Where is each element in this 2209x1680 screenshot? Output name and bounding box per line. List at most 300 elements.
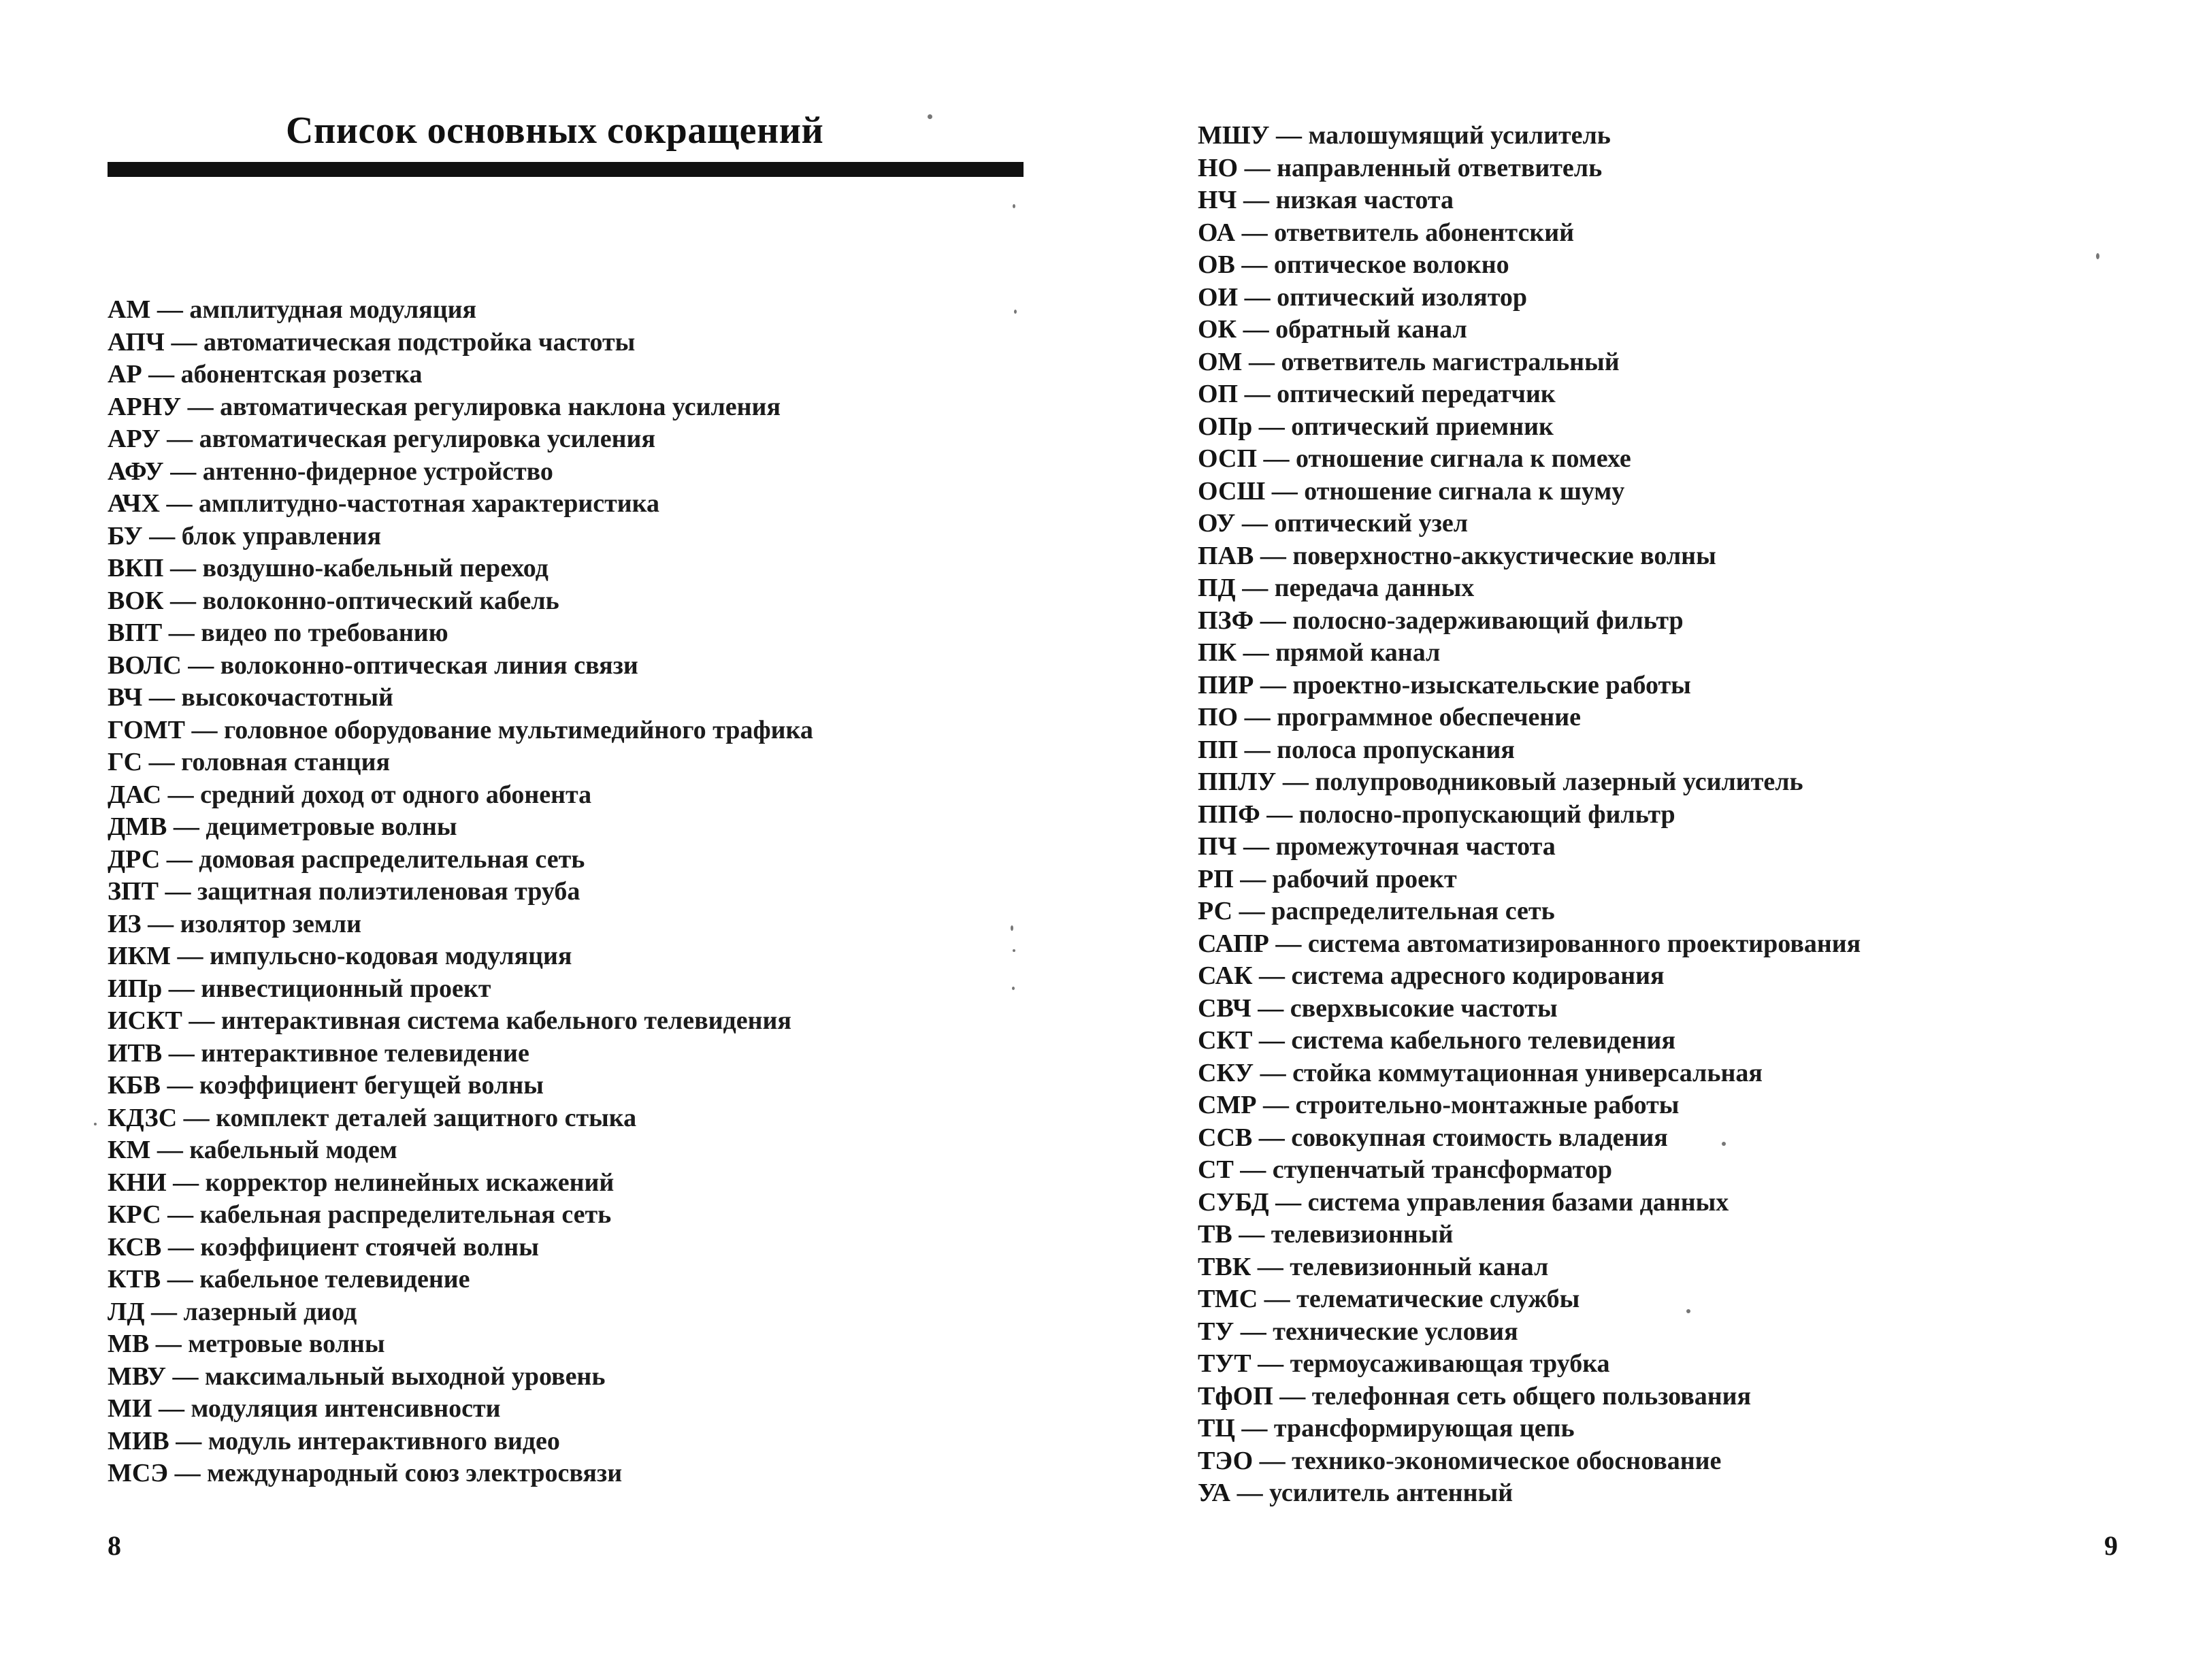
abbreviation-term: КНИ [108, 1168, 167, 1197]
abbreviation-definition: телевизионный канал [1290, 1252, 1549, 1281]
abbreviation-dash: — [1259, 1446, 1286, 1475]
abbreviation-definition: высокочастотный [181, 683, 393, 712]
abbreviation-term: СМР [1198, 1091, 1257, 1119]
abbreviation-definition: термоусаживающая трубка [1290, 1349, 1610, 1378]
abbreviation-dash: — [177, 942, 203, 970]
abbreviation-term: АЧХ [108, 489, 161, 518]
abbreviation-dash: — [1244, 735, 1271, 764]
abbreviation-entry [1198, 1316, 1861, 1349]
abbreviation-dash: — [149, 521, 176, 550]
abbreviation-term: ВКП [108, 554, 164, 582]
abbreviation-entry [108, 973, 813, 1006]
abbreviation-dash: — [157, 1136, 183, 1164]
abbreviation-definition: коэффициент бегущей волны [199, 1071, 544, 1100]
abbreviation-dash: — [1275, 929, 1302, 958]
abbreviation-definition: низкая частота [1275, 186, 1454, 214]
abbreviation-dash: — [1243, 315, 1269, 344]
abbreviation-term: ОК [1198, 315, 1237, 344]
abbreviation-dash: — [1248, 347, 1275, 376]
abbreviation-entry [1198, 1154, 1861, 1187]
abbreviation-dash: — [1239, 1220, 1265, 1249]
abbreviation-term: ВОЛС [108, 650, 182, 680]
abbreviation-definition: технико-экономическое обоснование [1292, 1446, 1722, 1475]
abbreviation-dash: — [157, 295, 183, 324]
abbreviation-term: ТУ [1198, 1317, 1234, 1346]
abbreviation-definition: программное обеспечение [1277, 703, 1582, 731]
abbreviation-entry [1198, 443, 1861, 476]
abbreviation-term: ОИ [1198, 282, 1239, 312]
abbreviation-dash: — [1257, 1252, 1283, 1281]
abbreviation-dash: — [167, 1200, 194, 1229]
abbreviation-entry [1198, 1348, 1861, 1381]
abbreviation-definition: воздушно-кабельный переход [202, 554, 549, 582]
abbreviation-dash: — [1266, 800, 1293, 829]
abbreviation-dash: — [183, 1103, 210, 1132]
abbreviation-entry [108, 294, 813, 327]
abbreviation-entry [1198, 540, 1861, 573]
abbreviation-term: ТЦ [1198, 1414, 1235, 1443]
abbreviation-definition: строительно-монтажные работы [1295, 1091, 1680, 1119]
abbreviation-definition: кабельный модем [189, 1136, 397, 1164]
abbreviation-definition: лазерный диод [183, 1297, 357, 1326]
abbreviation-entry [1198, 702, 1861, 734]
abbreviation-dash: — [188, 650, 214, 680]
page-number-right: 9 [2104, 1530, 2118, 1561]
abbreviation-definition: система кабельного телевидения [1291, 1026, 1675, 1055]
abbreviation-term: ТВК [1198, 1252, 1251, 1281]
abbreviation-entry [1198, 152, 1861, 185]
abbreviation-dash: — [1258, 1349, 1284, 1378]
abbreviation-dash: — [167, 1071, 193, 1100]
abbreviation-definition: блок управления [181, 521, 382, 550]
abbreviation-entry [108, 488, 813, 521]
abbreviation-dash: — [167, 425, 193, 453]
abbreviation-dash: — [1271, 476, 1298, 506]
abbreviation-term: ИПр [108, 974, 163, 1003]
abbreviation-definition: защитная полиэтиленовая труба [197, 877, 580, 906]
abbreviation-entry [1198, 411, 1861, 444]
abbreviation-dash: — [1244, 380, 1271, 408]
abbreviation-term: ИСКТ [108, 1006, 182, 1035]
scan-speck [94, 1123, 97, 1125]
abbreviation-term: КМ [108, 1136, 151, 1164]
abbreviation-dash: — [1264, 1285, 1290, 1313]
abbreviation-entry [108, 1264, 813, 1296]
abbreviation-term: ОП [1198, 380, 1239, 408]
scan-speck [1014, 310, 1017, 314]
abbreviation-term: СКТ [1198, 1026, 1253, 1055]
abbreviation-entry [108, 1038, 813, 1070]
abbreviation-definition: ступенчатый трансформатор [1272, 1155, 1612, 1184]
abbreviation-term: ППФ [1198, 800, 1260, 829]
abbreviation-dash: — [1258, 1123, 1285, 1152]
abbreviation-dash: — [173, 1168, 199, 1197]
abbreviation-dash: — [1240, 864, 1266, 893]
abbreviation-entry [108, 844, 813, 876]
abbreviation-definition: инвестиционный проект [201, 974, 491, 1003]
abbreviation-term: ПД [1198, 574, 1236, 602]
page-title: Список основных сокращений [286, 110, 824, 152]
abbreviation-term: ЛД [108, 1297, 145, 1326]
abbreviation-dash: — [1275, 1187, 1302, 1217]
abbreviation-term: РС [1198, 897, 1233, 925]
abbreviation-entry [108, 811, 813, 844]
abbreviation-definition: автоматическая регулировка наклона усиления [220, 392, 781, 421]
abbreviation-definition: оптический передатчик [1277, 380, 1556, 408]
abbreviation-entry [108, 1232, 813, 1264]
abbreviation-definition: полосно-пропускающий фильтр [1298, 800, 1675, 829]
abbreviation-definition: интерактивная система кабельного телевидения [220, 1006, 791, 1035]
abbreviation-dash: — [166, 489, 193, 518]
abbreviation-definition: малошумящий усилитель [1308, 121, 1611, 150]
abbreviation-term: ППЛУ [1198, 768, 1277, 796]
abbreviation-term: ТЭО [1198, 1446, 1254, 1475]
abbreviation-dash: — [1237, 1479, 1263, 1507]
abbreviation-definition: система адресного кодирования [1291, 961, 1665, 990]
abbreviation-dash: — [148, 360, 175, 389]
abbreviation-dash: — [173, 812, 199, 841]
abbreviation-definition: видео по требованию [201, 619, 448, 647]
abbreviation-term: КТВ [108, 1265, 161, 1294]
abbreviation-dash: — [1241, 218, 1268, 247]
abbreviation-entry [108, 391, 813, 424]
abbreviation-entry [108, 1102, 813, 1135]
abbreviation-entry [1198, 1089, 1861, 1122]
abbreviation-entry [108, 423, 813, 456]
abbreviation-entry [1198, 831, 1861, 863]
abbreviation-entry [108, 553, 813, 585]
abbreviation-definition: передача данных [1274, 574, 1475, 602]
abbreviation-dash: — [1259, 961, 1286, 990]
abbreviation-entry [1198, 572, 1861, 605]
abbreviation-definition: рабочий проект [1272, 864, 1457, 893]
abbreviation-entry [108, 908, 813, 941]
abbreviation-dash: — [1243, 832, 1269, 861]
abbreviation-entry [1198, 120, 1861, 152]
abbreviation-term: АР [108, 360, 142, 389]
abbreviation-dash: — [167, 780, 194, 809]
abbreviation-dash: — [191, 715, 218, 744]
abbreviation-entry [108, 876, 813, 908]
page-number-left: 8 [108, 1530, 121, 1561]
abbreviation-entry [108, 650, 813, 682]
abbreviation-term: КСВ [108, 1232, 162, 1262]
abbreviation-entry [108, 521, 813, 553]
abbreviation-dash: — [168, 619, 195, 647]
abbreviation-entry [1198, 734, 1861, 767]
abbreviation-dash: — [1258, 993, 1284, 1023]
abbreviation-dash: — [169, 586, 196, 615]
title-underline-rule [108, 162, 1024, 177]
abbreviation-term: МИ [108, 1394, 152, 1423]
abbreviation-definition: изолятор земли [180, 909, 361, 938]
abbreviation-entry [1198, 184, 1861, 217]
abbreviation-dash: — [1244, 282, 1271, 312]
abbreviation-entry [1198, 217, 1861, 250]
abbreviation-entry [108, 1005, 813, 1038]
abbreviation-term: ТМС [1198, 1285, 1258, 1313]
abbreviation-term: ГОМТ [108, 715, 185, 744]
abbreviation-dash: — [1279, 1381, 1306, 1411]
abbreviation-entry [1198, 476, 1861, 508]
abbreviation-dash: — [1260, 670, 1286, 699]
abbreviation-entry [1198, 1251, 1861, 1284]
abbreviation-term: ПАВ [1198, 541, 1254, 570]
abbreviation-term: САПР [1198, 929, 1269, 958]
abbreviation-definition: домовая распределительная сеть [199, 844, 585, 874]
scan-speck [928, 114, 932, 119]
abbreviation-definition: модуляция интенсивности [191, 1394, 501, 1423]
abbreviation-definition: телевизионный [1271, 1220, 1454, 1249]
abbreviation-definition: международный союз электросвязи [207, 1459, 623, 1487]
abbreviation-term: МИВ [108, 1426, 169, 1455]
abbreviation-entry [108, 714, 813, 747]
abbreviation-dash: — [168, 974, 195, 1003]
abbreviation-definition: система автоматизированного проектирования [1307, 929, 1861, 958]
abbreviation-entry [1198, 605, 1861, 638]
abbreviation-term: ВЧ [108, 683, 143, 712]
abbreviation-entry [1198, 314, 1861, 346]
abbreviation-definition: оптический приемник [1291, 412, 1554, 441]
abbreviation-term: ОА [1198, 218, 1236, 247]
abbreviation-definition: трансформирующая цепь [1273, 1414, 1575, 1443]
abbreviation-term: ГС [108, 748, 143, 776]
abbreviation-entry [108, 1296, 813, 1329]
abbreviation-dash: — [187, 392, 214, 421]
scan-speck [1011, 925, 1013, 931]
abbreviation-term: ЗПТ [108, 877, 159, 906]
abbreviation-entry [1198, 670, 1861, 702]
abbreviation-term: ОСШ [1198, 476, 1266, 506]
abbreviation-definition: ответвитель абонентский [1274, 218, 1575, 247]
abbreviation-entry [1198, 249, 1861, 282]
abbreviation-definition: оптический узел [1274, 509, 1469, 538]
abbreviation-term: ИЗ [108, 909, 142, 938]
abbreviation-entry [1198, 993, 1861, 1025]
abbreviation-entry [1198, 1283, 1861, 1316]
abbreviation-term: ССВ [1198, 1123, 1253, 1152]
abbreviation-definition: полосно-задерживающий фильтр [1292, 606, 1684, 635]
abbreviation-definition: ответвитель магистральный [1281, 347, 1620, 376]
abbreviation-dash: — [1260, 1058, 1286, 1087]
abbreviation-definition: волоконно-оптическая линия связи [220, 650, 638, 680]
scan-speck [2096, 253, 2099, 259]
abbreviation-entry [1198, 1122, 1861, 1155]
abbreviation-entry [108, 327, 813, 359]
abbreviation-dash: — [165, 877, 191, 906]
abbreviation-term: ПО [1198, 703, 1239, 731]
abbreviation-dash: — [148, 909, 174, 938]
abbreviation-term: МВУ [108, 1362, 167, 1391]
abbreviation-term: МВ [108, 1330, 150, 1358]
abbreviation-entry [108, 1070, 813, 1102]
abbreviation-term: САК [1198, 961, 1253, 990]
abbreviation-dash: — [171, 327, 197, 357]
abbreviation-entry [1198, 863, 1861, 896]
abbreviation-definition: волоконно-оптический кабель [202, 586, 559, 615]
abbreviation-entry [1198, 637, 1861, 670]
abbreviation-definition: максимальный выходной уровень [205, 1362, 606, 1391]
scan-speck [1686, 1309, 1690, 1313]
abbreviation-dash: — [170, 457, 197, 486]
abbreviation-definition: телефонная сеть общего пользования [1311, 1381, 1752, 1411]
abbreviation-definition: совокупная стоимость владения [1291, 1123, 1668, 1152]
abbreviation-definition: поверхностно-аккустические волны [1292, 541, 1716, 570]
abbreviation-dash: — [169, 554, 196, 582]
abbreviation-term: ОСП [1198, 444, 1258, 473]
abbreviation-term: ПЗФ [1198, 606, 1254, 635]
abbreviation-entry [1198, 766, 1861, 799]
abbreviation-dash: — [1243, 186, 1269, 214]
abbreviation-definition: амплитудно-частотная характеристика [199, 489, 659, 518]
abbreviation-definition: отношение сигнала к помехе [1296, 444, 1631, 473]
abbreviation-entry [108, 746, 813, 779]
abbreviation-term: ТУТ [1198, 1349, 1251, 1378]
abbreviation-entry [108, 1328, 813, 1361]
abbreviation-dash: — [1258, 1026, 1285, 1055]
abbreviation-definition: промежуточная частота [1275, 832, 1556, 861]
abbreviation-term: АРНУ [108, 392, 182, 421]
abbreviation-dash: — [158, 1394, 184, 1423]
abbreviation-term: НЧ [1198, 186, 1237, 214]
abbreviation-dash: — [1241, 509, 1268, 538]
abbreviation-entry [1198, 1413, 1861, 1445]
abbreviation-term: СВЧ [1198, 993, 1251, 1023]
abbreviation-term: АМ [108, 295, 151, 324]
abbreviation-dash: — [1260, 606, 1286, 635]
abbreviation-entry [1198, 378, 1861, 411]
abbreviation-dash: — [167, 1232, 194, 1262]
abbreviation-entry [1198, 282, 1861, 314]
abbreviation-entry [1198, 1219, 1861, 1251]
abbreviation-term: ОМ [1198, 347, 1243, 376]
abbreviation-term: ДМВ [108, 812, 167, 841]
left-page [0, 0, 1104, 1680]
abbreviation-dash: — [1244, 703, 1271, 731]
abbreviation-dash: — [1241, 1414, 1268, 1443]
abbreviation-entry [108, 585, 813, 618]
abbreviation-dash: — [167, 1265, 193, 1294]
abbreviation-list-left [108, 294, 813, 1490]
abbreviation-term: ВОК [108, 586, 164, 615]
abbreviation-term: ИКМ [108, 942, 171, 970]
abbreviation-entry [1198, 1057, 1861, 1090]
abbreviation-dash: — [176, 1426, 202, 1455]
abbreviation-entry [1198, 1381, 1861, 1413]
abbreviation-definition: обратный канал [1275, 315, 1467, 344]
abbreviation-term: БУ [108, 521, 143, 550]
abbreviation-dash: — [1244, 153, 1271, 182]
abbreviation-term: МШУ [1198, 121, 1270, 150]
abbreviation-term: АФУ [108, 457, 164, 486]
abbreviation-term: АРУ [108, 425, 161, 453]
abbreviation-definition: средний доход от одного абонента [200, 780, 592, 809]
abbreviation-definition: распределительная сеть [1271, 897, 1555, 925]
abbreviation-dash: — [148, 683, 175, 712]
abbreviation-definition: импульсно-кодовая модуляция [209, 942, 572, 970]
abbreviation-term: КБВ [108, 1071, 161, 1100]
abbreviation-term: МСЭ [108, 1459, 169, 1487]
abbreviation-term: ДАС [108, 780, 162, 809]
right-page [1104, 0, 2209, 1680]
abbreviation-term: СУБД [1198, 1187, 1269, 1217]
abbreviation-dash: — [1239, 897, 1265, 925]
abbreviation-dash: — [1242, 574, 1269, 602]
abbreviation-term: СТ [1198, 1155, 1234, 1184]
abbreviation-definition: дециметровые волны [206, 812, 457, 841]
abbreviation-definition: метровые волны [188, 1330, 385, 1358]
abbreviation-term: РП [1198, 864, 1234, 893]
abbreviation-definition: головная станция [181, 748, 391, 776]
abbreviation-definition: кабельная распределительная сеть [199, 1200, 612, 1229]
abbreviation-term: ПП [1198, 735, 1239, 764]
abbreviation-entry [108, 1134, 813, 1167]
abbreviation-definition: антенно-фидерное устройство [202, 457, 553, 486]
abbreviation-entry [108, 1426, 813, 1458]
abbreviation-entry [1198, 1477, 1861, 1510]
abbreviation-dash: — [172, 1362, 199, 1391]
abbreviation-entry [108, 1199, 813, 1232]
abbreviation-definition: полоса пропускания [1277, 735, 1515, 764]
abbreviation-entry [108, 1361, 813, 1394]
abbreviation-term: КРС [108, 1200, 161, 1229]
abbreviation-dash: — [1240, 1155, 1266, 1184]
abbreviation-definition: оптическое волокно [1273, 250, 1509, 279]
abbreviation-entry [1198, 1445, 1861, 1478]
abbreviation-entry [108, 1167, 813, 1200]
abbreviation-dash: — [150, 1297, 177, 1326]
abbreviation-dash: — [189, 1006, 215, 1035]
abbreviation-term: ОВ [1198, 250, 1235, 279]
abbreviation-entry [1198, 508, 1861, 540]
abbreviation-definition: интерактивное телевидение [201, 1038, 529, 1068]
abbreviation-entry [108, 456, 813, 489]
abbreviation-list-right [1198, 120, 1861, 1510]
abbreviation-term: АПЧ [108, 327, 165, 357]
abbreviation-dash: — [148, 748, 175, 776]
abbreviation-entry [108, 1457, 813, 1490]
abbreviation-dash: — [1243, 638, 1269, 667]
abbreviation-dash: — [1241, 250, 1268, 279]
abbreviation-dash: — [1260, 541, 1286, 570]
abbreviation-definition: проектно-изыскательские работы [1292, 670, 1691, 699]
abbreviation-term: НО [1198, 153, 1239, 182]
abbreviation-definition: система управления базами данных [1307, 1187, 1729, 1217]
abbreviation-definition: телематические службы [1296, 1285, 1580, 1313]
abbreviation-term: СКУ [1198, 1058, 1254, 1087]
abbreviation-dash: — [1258, 412, 1285, 441]
abbreviation-definition: автоматическая регулировка усиления [199, 425, 656, 453]
abbreviation-entry [108, 617, 813, 650]
abbreviation-definition: абонентская розетка [180, 360, 423, 389]
abbreviation-term: ОПр [1198, 412, 1253, 441]
abbreviation-term: ВПТ [108, 619, 163, 647]
abbreviation-dash: — [174, 1459, 201, 1487]
abbreviation-term: ТфОП [1198, 1381, 1273, 1411]
abbreviation-definition: автоматическая подстройка частоты [203, 327, 636, 357]
abbreviation-term: ПЧ [1198, 832, 1237, 861]
abbreviation-definition: корректор нелинейных искажений [205, 1168, 615, 1197]
abbreviation-definition: оптический изолятор [1277, 282, 1528, 312]
abbreviation-entry [108, 359, 813, 391]
abbreviation-definition: коэффициент стоячей волны [200, 1232, 539, 1262]
abbreviation-term: ИТВ [108, 1038, 163, 1068]
abbreviation-entry [1198, 799, 1861, 831]
abbreviation-definition: модуль интерактивного видео [208, 1426, 560, 1455]
abbreviation-dash: — [155, 1330, 182, 1358]
abbreviation-entry [1198, 928, 1861, 961]
abbreviation-dash: — [1263, 444, 1290, 473]
